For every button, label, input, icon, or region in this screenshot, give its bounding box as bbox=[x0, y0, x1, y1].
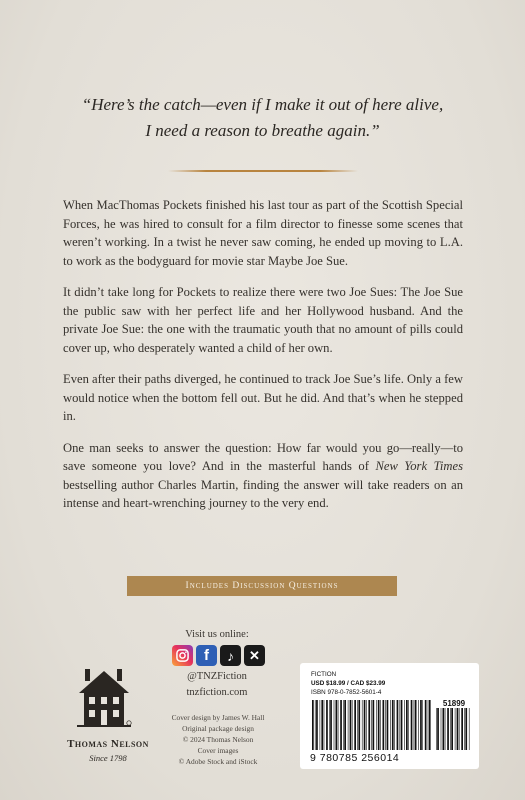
barcode-bar bbox=[465, 708, 467, 750]
barcode-bar bbox=[461, 708, 463, 750]
barcode-bar bbox=[464, 708, 465, 750]
synopsis bbox=[63, 196, 463, 526]
pull-quote bbox=[40, 92, 485, 144]
barcode-bar bbox=[350, 700, 352, 750]
instagram-icon[interactable] bbox=[172, 645, 193, 666]
barcode-bar bbox=[343, 700, 344, 750]
barcode-bar bbox=[358, 700, 360, 750]
barcode-bar bbox=[387, 700, 389, 750]
social-icons bbox=[172, 645, 268, 667]
barcode-bar bbox=[334, 700, 335, 750]
credit-line: Cover images bbox=[197, 746, 239, 755]
barcode-number: 9 780785 256014 bbox=[310, 752, 400, 764]
barcode-bar bbox=[437, 708, 439, 750]
barcode-bar bbox=[385, 700, 386, 750]
barcode-bar bbox=[368, 700, 370, 750]
barcode-bar bbox=[422, 700, 423, 750]
barcode-price: USD $18.99 / CAD $23.99 bbox=[311, 680, 386, 687]
barcode-bar bbox=[316, 700, 318, 750]
barcode-bar bbox=[392, 700, 394, 750]
barcode-bar bbox=[390, 700, 391, 750]
barcode-bar bbox=[380, 700, 381, 750]
barcode-bar bbox=[415, 700, 417, 750]
credit-line: Original package design bbox=[182, 724, 254, 733]
barcode-bar bbox=[418, 700, 419, 750]
cover-credits bbox=[158, 712, 278, 767]
barcode-category: FICTION bbox=[311, 671, 337, 678]
discussion-questions-banner: Includes Discussion Questions bbox=[127, 576, 397, 596]
barcode-bar bbox=[441, 708, 442, 750]
barcode-bar bbox=[354, 700, 356, 750]
credit-line: Cover design by James W. Hall bbox=[171, 713, 265, 722]
barcode-bar bbox=[330, 700, 332, 750]
barcode-bar bbox=[457, 708, 459, 750]
barcode-bar bbox=[320, 700, 321, 750]
barcode-bar bbox=[400, 700, 401, 750]
barcode-bar bbox=[414, 700, 415, 750]
barcode-bar bbox=[312, 700, 314, 750]
barcode-bar bbox=[408, 700, 409, 750]
addon-barcode bbox=[436, 708, 472, 750]
p4-text-after: bestselling author Charles Martin, finding the answer will take readers on an intense and heart-wrenching journey to the very end. bbox=[63, 477, 463, 510]
ean-barcode bbox=[312, 700, 432, 750]
barcode-bar bbox=[376, 700, 377, 750]
barcode-bar bbox=[394, 700, 395, 750]
barcode-bar bbox=[428, 700, 429, 750]
barcode-bar bbox=[447, 708, 449, 750]
barcode-bar bbox=[364, 700, 366, 750]
synopsis-paragraph-1: When MacThomas Pockets finished his last tour as part of the Scottish Special Forces, he was hired to consult for a film director to finesse some scenes that weren’t working. In a twist he never saw coming, he ended up moving to L.A. to work as the bodyguard for movie star Maybe Joe Sue. bbox=[63, 198, 463, 268]
barcode-bar bbox=[336, 700, 338, 750]
visit-us-label: Visit us online: bbox=[185, 629, 249, 640]
barcode-bar bbox=[404, 700, 405, 750]
barcode-bar bbox=[362, 700, 363, 750]
barcode-bar bbox=[451, 708, 453, 750]
barcode-bar bbox=[373, 700, 375, 750]
barcode-bar bbox=[445, 708, 446, 750]
credit-line: © Adobe Stock and iStock bbox=[178, 757, 258, 766]
publisher-since: Since 1798 bbox=[89, 753, 127, 763]
barcode-bar bbox=[366, 700, 367, 750]
barcode-bar bbox=[420, 700, 422, 750]
barcode-bar bbox=[315, 700, 316, 750]
barcode-bar bbox=[357, 700, 358, 750]
barcode-bar bbox=[429, 700, 431, 750]
barcode-bar bbox=[324, 700, 325, 750]
barcode-label bbox=[300, 663, 479, 769]
barcode-bar bbox=[338, 700, 339, 750]
barcode-bar bbox=[469, 708, 470, 750]
social-handle[interactable]: @TNZFiction bbox=[187, 671, 247, 682]
barcode-bar bbox=[443, 708, 445, 750]
publisher-name: Thomas Nelson bbox=[67, 738, 149, 750]
barcode-bar bbox=[378, 700, 380, 750]
x-icon[interactable]: ✕ bbox=[244, 645, 265, 666]
barcode-isbn: ISBN 978-0-7852-5601-4 bbox=[311, 689, 382, 696]
credit-line: © 2024 Thomas Nelson bbox=[182, 735, 254, 744]
synopsis-paragraph-4 bbox=[63, 439, 463, 513]
barcode-bar bbox=[321, 700, 323, 750]
barcode-bar bbox=[401, 700, 403, 750]
barcode-bar bbox=[329, 700, 330, 750]
barcode-bar bbox=[344, 700, 346, 750]
barcode-bar bbox=[425, 700, 427, 750]
barcode-bar bbox=[352, 700, 353, 750]
barcode-bar bbox=[397, 700, 399, 750]
facebook-icon[interactable]: f bbox=[196, 645, 217, 666]
barcode-bar bbox=[436, 708, 437, 750]
barcode-bar bbox=[459, 708, 460, 750]
barcode-bar bbox=[326, 700, 328, 750]
p4-text-before: One man seeks to answer the question: How far would you go—really—to save someone you love? And in the masterful hands of bbox=[63, 440, 463, 473]
barcode-bar bbox=[450, 708, 451, 750]
barcode-bar bbox=[383, 700, 385, 750]
pull-quote-line-2: I need a reason to breathe again.” bbox=[145, 121, 380, 140]
barcode-bar bbox=[348, 700, 349, 750]
synopsis-paragraph-3: Even after their paths diverged, he continued to track Joe Sue’s life. Only a few would notice when the bottom fell out. But he did. And that’s when he stepped in. bbox=[63, 372, 463, 423]
tiktok-icon[interactable]: ♪ bbox=[220, 645, 241, 666]
barcode-bar bbox=[371, 700, 372, 750]
p4-newspaper-title: New York Times bbox=[375, 459, 463, 473]
pull-quote-line-1: “Here’s the catch—even if I make it out of here alive, bbox=[81, 95, 444, 114]
barcode-bar bbox=[411, 700, 413, 750]
gold-divider bbox=[168, 170, 358, 172]
barcode-bar bbox=[406, 700, 408, 750]
barcode-bar bbox=[340, 700, 342, 750]
website-link[interactable]: tnzfiction.com bbox=[186, 687, 248, 698]
barcode-bar bbox=[455, 708, 456, 750]
synopsis-paragraph-2: It didn’t take long for Pockets to realize there were two Joe Sues: The Joe Sue the public saw with her perfect life and her Hollywood husband. And the private Joe Sue: the one with the traumatic youth that no amount of pills could cover up, who desperately wanted a child of her own. bbox=[63, 285, 463, 355]
barcode-addon-number: 51899 bbox=[442, 699, 466, 708]
thomas-nelson-house-logo bbox=[75, 663, 133, 729]
